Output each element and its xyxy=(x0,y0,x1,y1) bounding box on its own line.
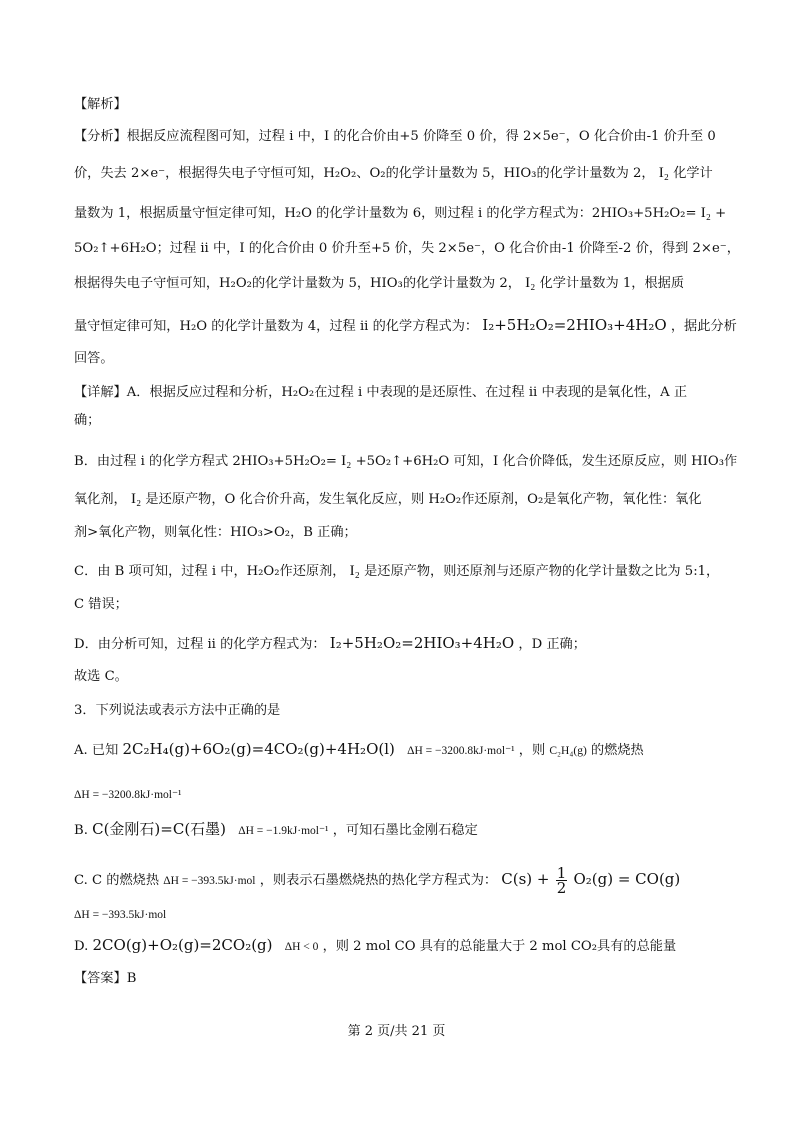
option-a-equation: 2C₂H₄(g)+6O₂(g)=4CO₂(g)+4H₂O(l) xyxy=(122,740,395,758)
analysis-line-6 xyxy=(74,316,737,336)
formula-i2: I₂ xyxy=(341,453,352,469)
option-d-tail: ，则 2 mol CO 具有的总能量大于 2 mol CO₂具有的总能量 xyxy=(322,939,677,954)
option-b xyxy=(74,820,723,840)
detail-line-b3: 剂>氧化产物，则氧化性：HIO₃>O₂，B 正确； xyxy=(74,525,357,540)
detail-line-1: 【详解】A．根据反应过程和分析，H₂O₂在过程 i 中表现的是还原性、在过程 ii 中表现的是氧化性，A 正 xyxy=(74,385,688,400)
analysis-line-3 xyxy=(74,204,727,223)
analysis-line-2-text: 价，失去 2×e⁻，根据得失电子守恒可知，H₂O₂、O₂的化学计量数为 5，HIO₃的化学计量数为 2， xyxy=(74,166,655,181)
detail-d1-tail: ，D 正确； xyxy=(518,637,586,652)
detail-b2-text: 氧化剂， xyxy=(74,492,127,507)
option-b-equation: C(金刚石)=C(石墨) xyxy=(92,820,227,838)
option-c-equation-a: C(s) + xyxy=(501,870,550,888)
detail-line-2: 确； xyxy=(74,413,101,428)
option-a-value xyxy=(74,786,723,804)
detail-b1-tail: +5O₂↑+6H₂O 可知，I 化合价降低，发生还原反应，则 HIO₃作 xyxy=(355,454,738,469)
option-d-label: D. xyxy=(74,939,89,954)
analysis-line-5-text: 根据得失电子守恒可知，H₂O₂的化学计量数为 5，HIO₃的化学计量数为 2， xyxy=(74,276,521,291)
option-a xyxy=(74,740,723,760)
analysis-line-3-text: 量数为 1，根据质量守恒定律可知，H₂O 的化学计量数为 6，则过程 i 的化学方程式为：2HIO₃+5H₂O₂= xyxy=(74,206,697,221)
option-c xyxy=(74,866,723,895)
option-c-mid: ，则表示石墨燃烧热的热化学方程式为： xyxy=(259,873,498,888)
option-c-fraction-numerator: 1 xyxy=(556,864,567,882)
analysis-line-5-tail: 化学计量数为 1，根据质 xyxy=(539,276,685,291)
option-d-equation: 2CO(g)+O₂(g)=2CO₂(g) xyxy=(92,936,273,954)
detail-line-b1 xyxy=(74,452,738,471)
option-c-fraction-denominator: 2 xyxy=(556,879,567,897)
answer-line: 【答案】B xyxy=(74,971,137,986)
formula-i2: I₂ xyxy=(525,275,536,291)
formula-i2: I₂ xyxy=(349,563,360,579)
analysis-line-4: 5O₂↑+6H₂O；过程 ii 中，I 的化合价由 0 价升至+5 价，失 2×5e⁻，O 化合价由-1 价降至-2 价，得到 2×e⁻， xyxy=(74,241,740,256)
option-d xyxy=(74,936,723,956)
detail-line-b2 xyxy=(74,490,723,509)
detail-line-c1 xyxy=(74,562,723,581)
option-a-label: A. 已知 xyxy=(74,743,119,758)
analysis-line-2 xyxy=(74,164,723,183)
analysis-header: 【解析】 xyxy=(74,97,127,112)
detail-c1-text: C．由 B 项可知，过程 i 中，H₂O₂作还原剂， xyxy=(74,564,346,579)
option-a-then: ，则 xyxy=(518,743,546,758)
formula-i2: I₂ xyxy=(130,491,142,507)
detail-line-d1 xyxy=(74,634,723,654)
option-c-delta-h: ΔH = −393.5kJ·mol xyxy=(163,875,256,887)
option-c-delta-h-2: ΔH = −393.5kJ·mol xyxy=(74,909,167,921)
formula-i2: I₂ xyxy=(658,165,669,181)
option-a-delta-h-2: ΔH = −3200.8kJ·mol⁻¹ xyxy=(74,789,182,801)
equation-process-ii: I₂+5H₂O₂=2HIO₃+4H₂O xyxy=(482,316,667,334)
option-b-delta-h: ΔH = −1.9kJ·mol⁻¹ xyxy=(238,825,329,837)
option-d-delta-h: ΔH < 0 xyxy=(284,941,319,953)
equation-process-ii: I₂+5H₂O₂=2HIO₃+4H₂O xyxy=(329,634,515,652)
option-a-delta-h: ΔH = −3200.8kJ·mol⁻¹ xyxy=(407,745,515,757)
detail-d1-text: D．由分析可知，过程 ii 的化学方程式为： xyxy=(74,637,326,652)
analysis-line-6-tail: ，据此分析 xyxy=(670,319,737,334)
option-c-fraction xyxy=(556,866,568,895)
option-a-tail: 的燃烧热 xyxy=(590,743,644,758)
option-b-label: B. xyxy=(74,823,88,838)
analysis-line-5 xyxy=(74,274,723,293)
detail-line-c2: C 错误； xyxy=(74,597,128,612)
option-c-equation-b: O₂(g) = CO(g) xyxy=(573,870,681,888)
detail-b2-tail: 是还原产物，O 化合价升高，发生氧化反应，则 H₂O₂作还原剂，O₂是氧化产物，氧化性：氧化 xyxy=(145,492,702,507)
option-a-substance: C₂H₄(g) xyxy=(549,745,587,757)
analysis-line-1: 【分析】根据反应流程图可知，过程 i 中，I 的化合价由+5 价降至 0 价，得 2×5e⁻，O 化合价由-1 价升至 0 xyxy=(74,129,716,144)
detail-conclusion: 故选 C。 xyxy=(74,669,128,684)
question-3-stem: 3．下列说法或表示方法中正确的是 xyxy=(74,703,281,718)
analysis-line-3-tail: + xyxy=(715,206,727,221)
formula-i2: I₂ xyxy=(700,205,711,221)
analysis-line-2-tail: 化学计 xyxy=(673,166,713,181)
option-c-label: C. C 的燃烧热 xyxy=(74,873,160,888)
detail-c1-tail: 是还原产物，则还原剂与还原产物的化学计量数之比为 5:1， xyxy=(364,564,720,579)
analysis-line-6-text: 量守恒定律可知，H₂O 的化学计量数为 4，过程 ii 的化学方程式为： xyxy=(74,319,479,334)
option-b-tail: ，可知石墨比金刚石稳定 xyxy=(332,823,478,838)
analysis-line-7: 回答。 xyxy=(74,351,114,366)
option-c-value xyxy=(74,906,723,924)
page-footer: 第 2 页/共 21 页 xyxy=(347,1024,446,1039)
detail-b1-text: B．由过程 i 的化学方程式 2HIO₃+5H₂O₂= xyxy=(74,454,337,469)
